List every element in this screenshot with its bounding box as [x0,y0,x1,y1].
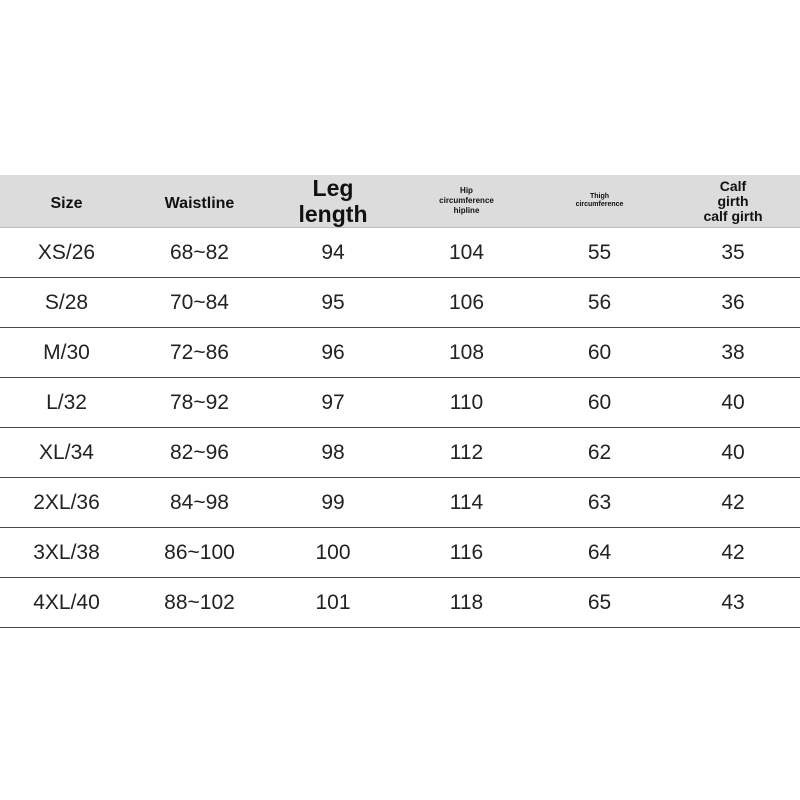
cell-hip: 112 [400,428,533,478]
header-hip-circumference [400,175,533,228]
cell-calf: 40 [666,378,800,428]
cell-thigh: 60 [533,378,666,428]
header-thigh-line-1: Thigh [589,193,610,200]
table-row [0,428,800,478]
cell-hip: 108 [400,328,533,378]
header-waistline: Waistline [133,175,266,228]
cell-calf: 36 [666,278,800,328]
cell-thigh: 64 [533,528,666,578]
cell-thigh: 63 [533,478,666,528]
cell-calf: 42 [666,528,800,578]
table-row [0,528,800,578]
size-chart-table [0,175,800,628]
cell-thigh: 56 [533,278,666,328]
table-row [0,328,800,378]
header-calf-girth [666,175,800,228]
table-header-row [0,175,800,228]
header-leg-line-1: Leg [312,175,354,201]
cell-hip: 114 [400,478,533,528]
cell-leg-length: 101 [266,578,400,628]
cell-leg-length: 98 [266,428,400,478]
cell-waistline: 78~92 [133,378,266,428]
cell-hip: 106 [400,278,533,328]
cell-size: L/32 [0,378,133,428]
header-thigh-circumference [533,175,666,228]
cell-leg-length: 95 [266,278,400,328]
cell-thigh: 65 [533,578,666,628]
cell-leg-length: 96 [266,328,400,378]
cell-calf: 43 [666,578,800,628]
cell-waistline: 88~102 [133,578,266,628]
table-row [0,378,800,428]
header-size: Size [0,175,133,228]
cell-calf: 35 [666,228,800,278]
header-hip-line-1: Hip [460,186,473,195]
cell-thigh: 62 [533,428,666,478]
cell-size: S/28 [0,278,133,328]
cell-hip: 110 [400,378,533,428]
cell-size: 2XL/36 [0,478,133,528]
cell-size: 4XL/40 [0,578,133,628]
cell-hip: 118 [400,578,533,628]
table-row [0,278,800,328]
cell-thigh: 60 [533,328,666,378]
cell-calf: 40 [666,428,800,478]
header-calf-line-1: Calf [719,177,747,194]
cell-size: M/30 [0,328,133,378]
cell-size: XL/34 [0,428,133,478]
cell-waistline: 68~82 [133,228,266,278]
table-row [0,228,800,278]
header-leg-line-2: length [298,201,368,227]
cell-leg-length: 97 [266,378,400,428]
cell-leg-length: 100 [266,528,400,578]
cell-leg-length: 94 [266,228,400,278]
cell-calf: 38 [666,328,800,378]
cell-waistline: 72~86 [133,328,266,378]
header-leg-length [266,175,400,228]
cell-hip: 116 [400,528,533,578]
header-thigh-line-2: circumference [575,201,624,208]
cell-leg-length: 99 [266,478,400,528]
cell-hip: 104 [400,228,533,278]
table-row [0,478,800,528]
cell-waistline: 82~96 [133,428,266,478]
header-hip-line-2: circumference [439,196,494,205]
cell-waistline: 86~100 [133,528,266,578]
cell-thigh: 55 [533,228,666,278]
header-hip-line-3: hipline [453,206,480,215]
header-calf-line-3: calf girth [703,207,763,224]
cell-waistline: 84~98 [133,478,266,528]
cell-calf: 42 [666,478,800,528]
cell-waistline: 70~84 [133,278,266,328]
table-row [0,578,800,628]
cell-size: 3XL/38 [0,528,133,578]
cell-size: XS/26 [0,228,133,278]
header-calf-line-2: girth [717,192,749,209]
